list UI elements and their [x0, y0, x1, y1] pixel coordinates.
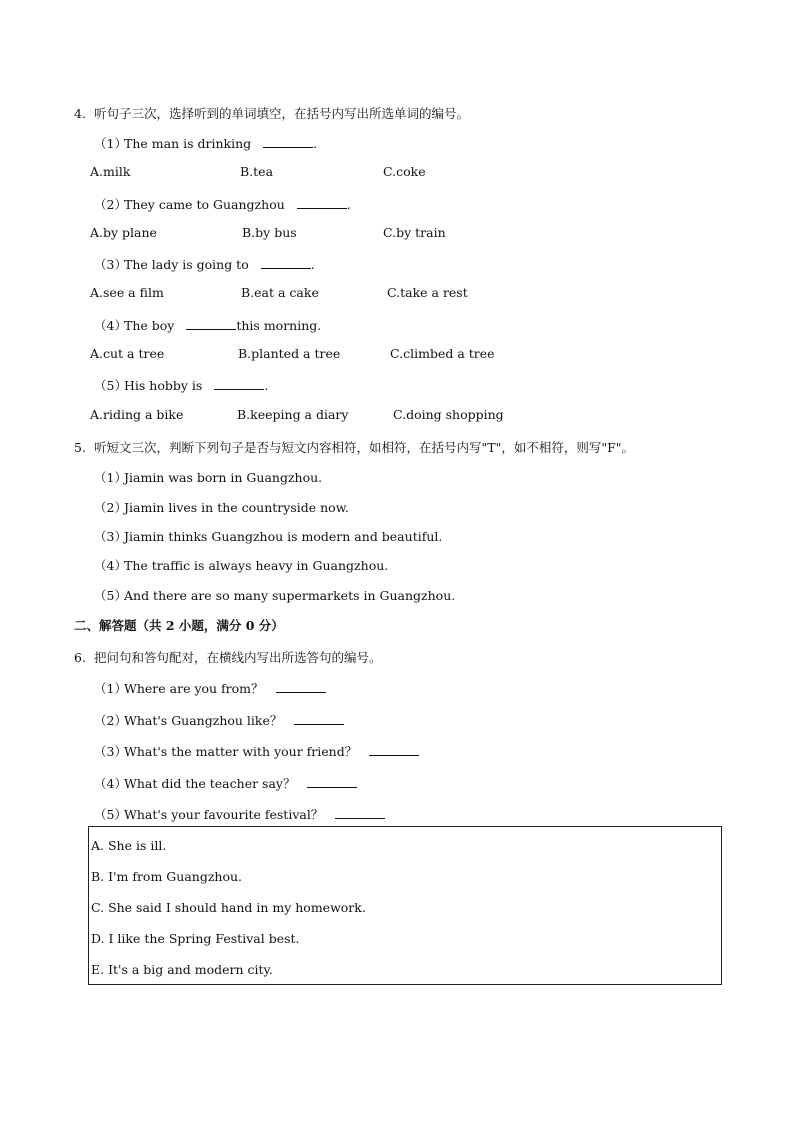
- option-b: B.keeping a diary: [237, 407, 349, 422]
- item-text: And there are so many supermarkets in Guangzhou.: [124, 588, 456, 603]
- item-text: The boy: [124, 318, 175, 333]
- q5-item-1: [94, 468, 322, 486]
- q6-item-3: [94, 742, 419, 760]
- item-number: （1）: [94, 470, 127, 485]
- q4-instruction: 听句子三次，选择听到的单词填空，在括号内写出所选单词的编号。: [94, 106, 470, 121]
- item-text: Jiamin lives in the countryside now.: [124, 500, 349, 515]
- item-number: （1）: [94, 136, 127, 151]
- q5-title: [74, 438, 634, 456]
- item-text: The man is drinking: [124, 136, 252, 151]
- answer-choice-b: B. I'm from Guangzhou.: [91, 869, 243, 884]
- item-text-after: .: [313, 136, 318, 151]
- item-number: （3）: [94, 257, 127, 272]
- q5-instruction: 听短文三次，判断下列句子是否与短文内容相符，如相符，在括号内写"T"，如不相符，则写"F"。: [94, 440, 635, 455]
- item-text: What's your favourite festival？: [124, 807, 324, 822]
- option-b: B.tea: [240, 164, 274, 179]
- option-a: A.see a film: [90, 285, 164, 300]
- option-c: C.climbed a tree: [390, 346, 495, 361]
- q4-item-5-options: [90, 407, 610, 423]
- item-text-after: this morning.: [236, 318, 322, 333]
- q6-number: 6.: [74, 650, 86, 665]
- q6-instruction: 把问句和答句配对，在横线内写出所选答句的编号。: [94, 650, 382, 665]
- q6-title: [74, 648, 382, 666]
- option-a: A.by plane: [90, 225, 157, 240]
- item-text-after: .: [310, 257, 315, 272]
- option-c: C.doing shopping: [393, 407, 504, 422]
- option-a: A.milk: [90, 164, 131, 179]
- q4-item-2: [94, 195, 351, 213]
- item-number: （2）: [94, 197, 127, 212]
- item-text: Where are you from？: [124, 681, 264, 696]
- item-text: His hobby is: [124, 378, 203, 393]
- answer-blank[interactable]: [214, 379, 264, 390]
- item-text-after: .: [346, 197, 351, 212]
- answer-choice-e: E. It's a big and modern city.: [91, 962, 273, 977]
- answer-choices-box: [88, 826, 722, 985]
- q6-item-4: [94, 774, 357, 792]
- q4-item-5: [94, 376, 268, 394]
- q4-item-3-options: [90, 285, 610, 301]
- item-text-after: .: [264, 378, 269, 393]
- option-b: B.planted a tree: [238, 346, 341, 361]
- q4-title: [74, 104, 469, 122]
- q4-item-1: [94, 134, 317, 152]
- option-c: C.coke: [383, 164, 426, 179]
- answer-choice-c: C. She said I should hand in my homework.: [91, 900, 366, 915]
- q4-item-3: [94, 255, 315, 273]
- option-b: B.eat a cake: [241, 285, 319, 300]
- q5-item-2: [94, 498, 349, 516]
- item-text: What did the teacher say？: [124, 776, 296, 791]
- q5-item-3: [94, 527, 442, 545]
- item-text: What's Guangzhou like？: [124, 713, 283, 728]
- option-a: A.cut a tree: [90, 346, 165, 361]
- item-text: They came to Guangzhou: [124, 197, 285, 212]
- q6-item-1: [94, 679, 326, 697]
- item-number: （1）: [94, 681, 127, 696]
- option-b: B.by bus: [242, 225, 297, 240]
- q5-item-4: [94, 556, 388, 574]
- q4-item-4: [94, 316, 321, 334]
- item-number: （3）: [94, 744, 127, 759]
- answer-blank[interactable]: [186, 319, 236, 330]
- q4-item-4-options: [90, 346, 610, 362]
- item-number: （2）: [94, 500, 127, 515]
- item-number: （2）: [94, 713, 127, 728]
- item-text: The lady is going to: [124, 257, 249, 272]
- answer-blank[interactable]: [335, 808, 385, 819]
- q6-item-5: [94, 805, 385, 823]
- item-number: （5）: [94, 378, 127, 393]
- q5-number: 5.: [74, 440, 86, 455]
- item-number: （5）: [94, 807, 127, 822]
- item-text: What's the matter with your friend？: [124, 744, 358, 759]
- answer-choice-d: D. I like the Spring Festival best.: [91, 931, 300, 946]
- item-number: （4）: [94, 776, 127, 791]
- answer-blank[interactable]: [369, 745, 419, 756]
- item-number: （4）: [94, 318, 127, 333]
- q5-item-5: [94, 586, 455, 604]
- answer-blank[interactable]: [263, 137, 313, 148]
- answer-blank[interactable]: [297, 198, 347, 209]
- option-c: C.by train: [383, 225, 446, 240]
- item-number: （3）: [94, 529, 127, 544]
- q4-item-2-options: [90, 225, 610, 241]
- answer-choice-a: A. She is ill.: [91, 838, 167, 853]
- item-number: （4）: [94, 558, 127, 573]
- item-text: Jiamin was born in Guangzhou.: [124, 470, 323, 485]
- q4-number: 4.: [74, 106, 86, 121]
- option-c: C.take a rest: [387, 285, 468, 300]
- item-text: Jiamin thinks Guangzhou is modern and beautiful.: [124, 529, 443, 544]
- q4-item-1-options: [90, 164, 610, 180]
- option-a: A.riding a bike: [90, 407, 184, 422]
- q6-item-2: [94, 711, 344, 729]
- answer-blank[interactable]: [261, 258, 311, 269]
- section-heading: 二、解答题（共 2 小题，满分 0 分）: [74, 618, 284, 633]
- item-number: （5）: [94, 588, 127, 603]
- answer-blank[interactable]: [276, 682, 326, 693]
- answer-blank[interactable]: [294, 714, 344, 725]
- item-text: The traffic is always heavy in Guangzhou.: [124, 558, 389, 573]
- answer-blank[interactable]: [307, 777, 357, 788]
